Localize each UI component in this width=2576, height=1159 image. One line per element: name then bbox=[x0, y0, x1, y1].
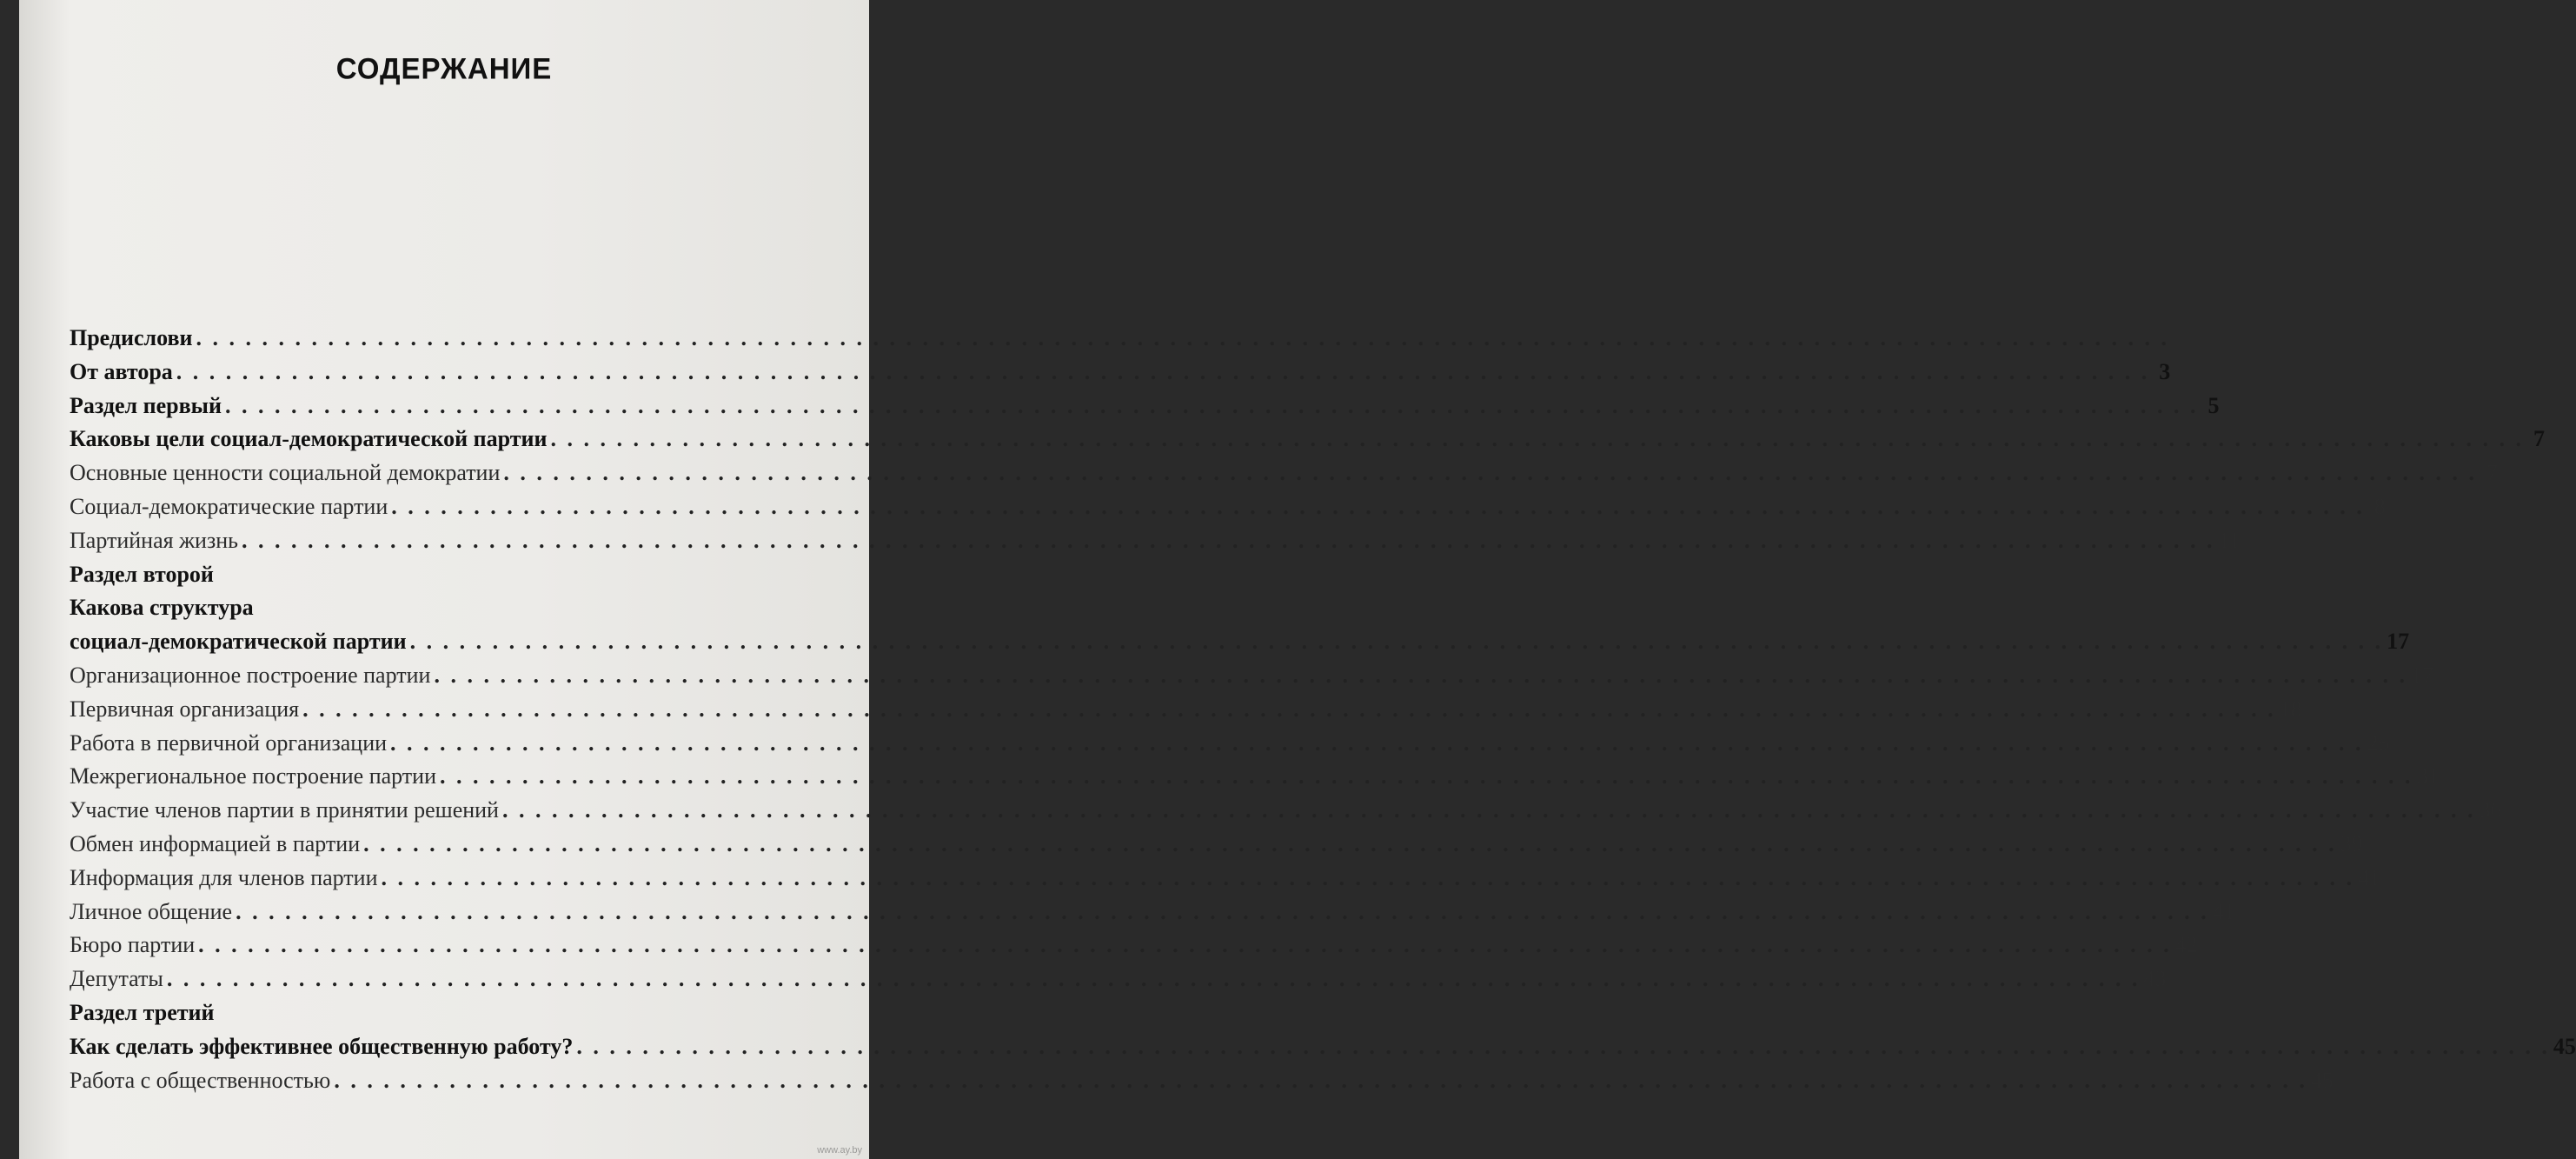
dot-leader: . . . . . . . . . . . . . . . . . . . . . . . . . . . . . . . . . . . . . . . . . . . . . . . . . . . . . . . . . . . . . . . . . . . . . . . . . . . . . . . . . . . . . . . . . . . . . . . . . . . . . . . . . . . . . . . . . . . . . . . . bbox=[236, 898, 2209, 924]
dot-leader: . . . . . . . . . . . . . . . . . . . . . . . . . . . . . . . . . . . . . . . . . . . . . . . . . . . . . . . . . . . . . . . . . . . . . . . . . . . . . . . . . . . . . . . . . . . . . . . . . . . . . . . . . . . . . . . . . . . . . . . . bbox=[196, 325, 2170, 350]
toc-entry-title: От автора bbox=[70, 358, 173, 384]
toc-entry bbox=[70, 629, 2410, 663]
dot-leader: . . . . . . . . . . . . . . . . . . . . . . . . . . . . . . . . . . . . . . . . . . . . . . . . . . . . . . . . . . . . . . . . . . . . . . . . . . . . . . . . . . . . . . . . . . . . . . . . . . . . . . . . . . . . . . . . . . . . . . . . bbox=[503, 460, 2477, 486]
toc-entry bbox=[70, 662, 2433, 696]
toc-entry bbox=[70, 797, 2502, 831]
toc-entry-title: Бюро партии bbox=[70, 932, 196, 958]
toc-entry bbox=[70, 932, 2198, 966]
toc-entry-title: Раздел первый bbox=[70, 392, 222, 418]
toc-entry-page: 3 bbox=[2159, 358, 2171, 384]
toc-entry-page: 11 bbox=[2218, 527, 2241, 553]
table-of-contents bbox=[70, 325, 2576, 1101]
toc-entry bbox=[70, 358, 2171, 393]
toc-entry-page: 42 bbox=[2174, 932, 2198, 958]
toc-entry-title: Основные ценности социальной демократии bbox=[70, 460, 501, 486]
toc-entry-page: 41 bbox=[2212, 898, 2235, 924]
toc-entry bbox=[70, 864, 2380, 899]
toc-entry-title: Первичная организация bbox=[70, 696, 300, 722]
toc-entry-page: 39 bbox=[2340, 830, 2363, 856]
dot-leader: . . . . . . . . . . . . . . . . . . . . . . . . . . . . . . . . . . . . . . . . . . . . . . . . . . . . . . . . . . . . . . . . . . . . . . . . . . . . . . . . . . . . . . . . . . . . . . . . . . . . . . . . . . . . . . . . . . . . . . . . bbox=[550, 426, 2524, 452]
toc-entry-title: Как сделать эффективнее общественную работу? bbox=[70, 1033, 574, 1059]
toc-entry-title: Партийная жизнь bbox=[70, 527, 238, 553]
toc-entry bbox=[70, 763, 2440, 797]
toc-entry bbox=[70, 595, 800, 629]
toc-entry-page: 5 bbox=[2208, 392, 2220, 418]
toc-entry-page: 43 bbox=[2143, 966, 2167, 992]
dot-leader: . . . . . . . . . . . . . . . . . . . . . . . . . . . . . . . . . . . . . . . . . . . . . . . . . . . . . . . . . . . . . . . . . . . . . . . . . . . . . . . . . . . . . . . . . . . . . . . . . . . . . . . . . . . . . . . . . . . . . . . . bbox=[409, 629, 2384, 655]
page-title: СОДЕРЖАНИЕ bbox=[335, 51, 553, 85]
toc-entry-title: Участие членов партии в принятии решений bbox=[70, 797, 499, 823]
toc-entry-page: 31 bbox=[2416, 763, 2440, 789]
toc-entry-title: Работа в первичной организации bbox=[70, 729, 388, 756]
dot-leader: . . . . . . . . . . . . . . . . . . . . . . . . . . . . . . . . . . . . . . . . . . . . . . . . . . . . . . . . . . . . . . . . . . . . . . . . . . . . . . . . . . . . . . . . . . . . . . . . . . . . . . . . . . . . . . . . . . . . . . . . bbox=[363, 830, 2337, 856]
toc-entry bbox=[70, 493, 2386, 528]
toc-entry-page: 17 bbox=[2410, 662, 2433, 688]
dot-leader: . . . . . . . . . . . . . . . . . . . . . . . . . . . . . . . . . . . . . . . . . . . . . . . . . . . . . . . . . . . . . . . . . . . . . . . . . . . . . . . . . . . . . . . . . . . . . . . . . . . . . . . . . . . . . . . . . . . . . . . . bbox=[434, 662, 2407, 688]
toc-entry-page: 41 bbox=[2358, 864, 2380, 890]
dot-leader: . . . . . . . . . . . . . . . . . . . . . . . . . . . . . . . . . . . . . . . . . . . . . . . . . . . . . . . . . . . . . . . . . . . . . . . . . . . . . . . . . . . . . . . . . . . . . . . . . . . . . . . . . . . . . . . . . . . . . . . . bbox=[224, 392, 2199, 418]
toc-entry bbox=[70, 527, 2241, 562]
toc-entry-title: Предислови bbox=[70, 325, 193, 350]
toc-entry-title: Межрегиональное построение партии bbox=[70, 763, 436, 789]
dot-leader: . . . . . . . . . . . . . . . . . . . . . . . . . . . . . . . . . . . . . . . . . . . . . . . . . . . . . . . . . . . . . . . . . . . . . . . . . . . . . . . . . . . . . . . . . . . . . . . . . . . . . . . . . . . . . . . . . . . . . . . . bbox=[576, 1033, 2550, 1059]
toc-entry bbox=[70, 898, 2235, 933]
toc-entry-title: Личное общение bbox=[70, 898, 233, 924]
toc-entry-page: 8 bbox=[2374, 493, 2386, 519]
toc-entry-title: Обмен информацией в партии bbox=[70, 830, 361, 856]
dot-leader: . . . . . . . . . . . . . . . . . . . . . . . . . . . . . . . . . . . . . . . . . . . . . . . . . . . . . . . . . . . . . . . . . . . . . . . . . . . . . . . . . . . . . . . . . . . . . . . . . . . . . . . . . . . . . . . . . . . . . . . . bbox=[176, 358, 2150, 384]
toc-entry-page: 7 bbox=[2533, 426, 2545, 452]
toc-entry-title: Информация для членов партии bbox=[70, 864, 378, 890]
dot-leader: . . . . . . . . . . . . . . . . . . . . . . . . . . . . . . . . . . . . . . . . . . . . . . . . . . . . . . . . . . . . . . . . . . . . . . . . . . . . . . . . . . . . . . . . . . . . . . . . . . . . . . . . . . . . . . . . . . . . . . . . bbox=[501, 797, 2476, 823]
toc-entry-page: 45 bbox=[2310, 1067, 2334, 1093]
dot-leader: . . . . . . . . . . . . . . . . . . . . . . . . . . . . . . . . . . . . . . . . . . . . . . . . . . . . . . . . . . . . . . . . . . . . . . . . . . . . . . . . . . . . . . . . . . . . . . . . . . . . . . . . . . . . . . . . . . . . . . . . bbox=[242, 527, 2215, 553]
dot-leader: . . . . . . . . . . . . . . . . . . . . . . . . . . . . . . . . . . . . . . . . . . . . . . . . . . . . . . . . . . . . . . . . . . . . . . . . . . . . . . . . . . . . . . . . . . . . . . . . . . . . . . . . . . . . . . . . . . . . . . . . bbox=[390, 729, 2364, 756]
toc-entry-title: социал-демократической партии bbox=[70, 629, 407, 655]
toc-entry bbox=[70, 1033, 2576, 1068]
book-page bbox=[19, 0, 2576, 1159]
toc-entry-title: Раздел второй bbox=[70, 561, 214, 587]
toc-entry-title: Какова структура bbox=[70, 595, 254, 621]
toc-entry bbox=[70, 426, 2545, 460]
toc-entry-page: 25 bbox=[2367, 729, 2390, 756]
toc-entry-page: 45 bbox=[2553, 1033, 2576, 1059]
dot-leader: . . . . . . . . . . . . . . . . . . . . . . . . . . . . . . . . . . . . . . . . . . . . . . . . . . . . . . . . . . . . . . . . . . . . . . . . . . . . . . . . . . . . . . . . . . . . . . . . . . . . . . . . . . . . . . . . . . . . . . . . bbox=[198, 932, 2172, 958]
toc-entry bbox=[70, 325, 2170, 359]
toc-entry-title: Работа с общественностью bbox=[70, 1067, 331, 1093]
watermark: www.ay.by bbox=[817, 1145, 862, 1156]
dot-leader: . . . . . . . . . . . . . . . . . . . . . . . . . . . . . . . . . . . . . . . . . . . . . . . . . . . . . . . . . . . . . . . . . . . . . . . . . . . . . . . . . . . . . . . . . . . . . . . . . . . . . . . . . . . . . . . . . . . . . . . . bbox=[334, 1067, 2307, 1093]
toc-entry bbox=[70, 1000, 800, 1034]
dot-leader: . . . . . . . . . . . . . . . . . . . . . . . . . . . . . . . . . . . . . . . . . . . . . . . . . . . . . . . . . . . . . . . . . . . . . . . . . . . . . . . . . . . . . . . . . . . . . . . . . . . . . . . . . . . . . . . . . . . . . . . . bbox=[302, 696, 2276, 722]
dot-leader: . . . . . . . . . . . . . . . . . . . . . . . . . . . . . . . . . . . . . . . . . . . . . . . . . . . . . . . . . . . . . . . . . . . . . . . . . . . . . . . . . . . . . . . . . . . . . . . . . . . . . . . . . . . . . . . . . . . . . . . . bbox=[381, 864, 2354, 890]
toc-entry-page: 17 bbox=[2387, 629, 2410, 655]
dot-leader: . . . . . . . . . . . . . . . . . . . . . . . . . . . . . . . . . . . . . . . . . . . . . . . . . . . . . . . . . . . . . . . . . . . . . . . . . . . . . . . . . . . . . . . . . . . . . . . . . . . . . . . . . . . . . . . . . . . . . . . . bbox=[166, 966, 2141, 992]
toc-entry bbox=[70, 830, 2363, 865]
toc-entry-page: 18 bbox=[2279, 696, 2302, 722]
dot-leader: . . . . . . . . . . . . . . . . . . . . . . . . . . . . . . . . . . . . . . . . . . . . . . . . . . . . . . . . . . . . . . . . . . . . . . . . . . . . . . . . . . . . . . . . . . . . . . . . . . . . . . . . . . . . . . . . . . . . . . . . bbox=[440, 763, 2413, 789]
dot-leader: . . . . . . . . . . . . . . . . . . . . . . . . . . . . . . . . . . . . . . . . . . . . . . . . . . . . . . . . . . . . . . . . . . . . . . . . . . . . . . . . . . . . . . . . . . . . . . . . . . . . . . . . . . . . . . . . . . . . . . . . bbox=[391, 493, 2365, 519]
toc-entry-title: Раздел третий bbox=[70, 999, 215, 1025]
toc-entry-title: Социал-демократические партии bbox=[70, 493, 388, 519]
toc-entry bbox=[70, 1067, 2334, 1102]
toc-entry-page: 7 bbox=[2486, 460, 2498, 486]
toc-entry bbox=[70, 966, 2167, 1000]
toc-entry bbox=[70, 562, 800, 596]
toc-entry-title: Организационное построение партии bbox=[70, 662, 431, 688]
toc-entry bbox=[70, 696, 2302, 730]
toc-entry bbox=[70, 729, 2390, 764]
toc-entry-title: Каковы цели социал-демократической партии bbox=[70, 426, 548, 452]
toc-entry-title: Депутаты bbox=[70, 966, 163, 992]
toc-entry bbox=[70, 392, 2220, 427]
toc-entry-page: 36 bbox=[2479, 797, 2502, 823]
toc-entry bbox=[70, 460, 2498, 494]
